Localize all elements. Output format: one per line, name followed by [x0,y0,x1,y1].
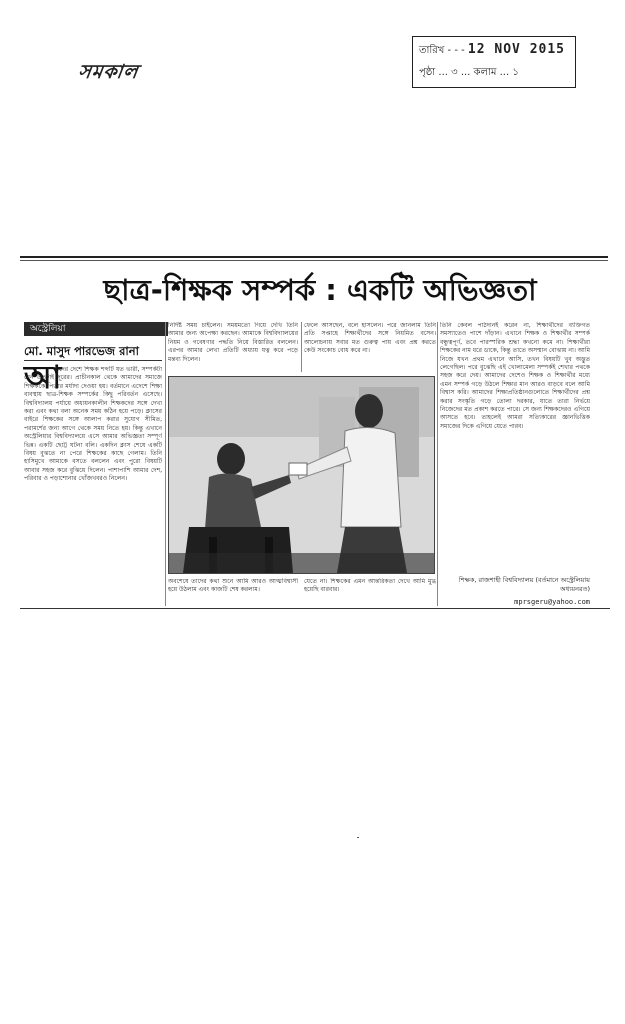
section-tag: অস্ট্রেলিয়া [24,322,168,336]
photo-caption-right: যেতে না। শিক্ষকের এমন আন্তরিকতা দেখে আমি মুগ্ধ হয়েছি বারবার। [304,578,436,594]
photo-caption-left: অবশেষে তাদের কথা শুনে আমি আরও আত্মবিশ্বাসী হয়ে উঠলাম এবং কাজটি শেষ করলাম। [168,578,298,594]
stamp-column-value: ১ [512,67,519,78]
stamp-date-value: 12 NOV 2015 [467,42,565,57]
stamp-page-row: পৃষ্ঠা ... ৩ ... কলাম ... ১ [419,67,519,78]
author-email: mprsgeru@yahoo.com [514,598,590,606]
article-photo [168,376,435,574]
column-separator [437,322,438,606]
column-separator [301,322,302,372]
top-rule-thin [20,260,608,261]
article-column-4: তিনি কেবল পাঠদানই করেন না, শিক্ষার্থীদের ব্যক্তিগত সমস্যাতেও পাশে দাঁড়ান। এখানে শিক্ষক ও শিক্ষার্থীর সম্পর্ক বন্ধুত্বপূর্ণ, তবে পারস্পরিক শ্রদ্ধা কখনো কমে না। শিক্ষার্থীরা শিক্ষকের নাম ধরে ডাকে, কিন্তু তাতে অসম্মান বোঝায় না। আমি নিজে যখন প্রথম এখানে আসি, তখন বিষয়টি খুব অদ্ভুত লেগেছিল। পরে বুঝেছি এই খোলামেলা সম্পর্কই শেখার পথকে সহজ করে দেয়। আমাদের দেশেও শিক্ষক ও শিক্ষার্থীর মধ্যে এমন সম্পর্ক গড়ে উঠলে শিক্ষার মান আরও বাড়বে বলে আমি বিশ্বাস করি। আমাদের শিক্ষাপ্রতিষ্ঠানগুলোতে শিক্ষার্থীদের প্রশ্ন করার সংস্কৃতি গড়ে তোলা দরকার, যাতে তারা নির্ভয়ে নিজেদের মত প্রকাশ করতে পারে। সে জন্য শিক্ষকদেরও এগিয়ে আসতে হবে। তাহলেই আমরা সত্যিকারের জ্ঞানভিত্তিক সমাজের দিকে এগিয়ে যেতে পারব। [440,322,590,430]
stamp-page-value: ৩ [451,67,458,78]
drop-cap: আ [24,358,62,396]
stamp-column-label: কলাম [473,67,497,78]
clipping-stamp [412,36,576,88]
stamp-page-label: পৃষ্ঠা [419,67,436,78]
top-rule [20,256,608,258]
author-footnote: শিক্ষক, রাজশাহী বিশ্ববিদ্যালয় (বর্তমানে অস্ট্রেলিয়ায় অধ্যয়নরত) [458,576,590,593]
article-column-1: মাদের দেশে শিক্ষক শব্দটি যত ভারী, সম্পর্কটা যেন ততটাই দূরের। প্রাচীনকাল থেকে আমাদের সমাজে শিক্ষককে পিতার মর্যাদা দেওয়া হয়। বর্তমানে এদেশে শিক্ষা ব্যবস্থায় ছাত্র-শিক্ষক সম্পর্কের কিছু পরিবর্তন এসেছে। বিশ্ববিদ্যালয় পর্যায়ে অধ্যয়নকালীন শিক্ষকদের সঙ্গে দেখা করা এবং কথা বলা অনেক সময় কঠিন হয়ে পড়ে। ক্লাসের বাইরে শিক্ষকের সঙ্গে আলাপ করার সুযোগ সীমিত, পরামর্শের জন্য আগে থেকে সময় নিতে হয়। কিন্তু এখানে অস্ট্রেলিয়ার বিশ্ববিদ্যালয়ে এসে আমার অভিজ্ঞতা সম্পূর্ণ ভিন্ন। একটি ছোট্ট ঘটনা বলি। একদিন ক্লাস শেষে একটি বিষয় বুঝতে না পেরে শিক্ষকের কাছে গেলাম। তিনি হাসিমুখে আমাকে বসতে বললেন এবং পুরো বিষয়টি আবার সহজ করে বুঝিয়ে দিলেন। পাশাপাশি আমার দেশ, পরিবার ও পড়াশোনার খোঁজখবরও নিলেন। [24,366,162,483]
article-byline: মো. মাসুদ পারভেজ রানা [24,344,139,358]
stamp-date-row: তারিখ - - - 12 NOV 2015 [419,42,565,57]
stamp-date-label: তারিখ [419,45,445,56]
bottom-rule [20,608,610,609]
masthead-logo: সমকাল [76,61,140,83]
article-headline: ছাত্র-শিক্ষক সম্পর্ক : একটি অভিজ্ঞতা [103,273,537,307]
article-column-3: ফেলে আসছেন, বলে হাসলেন। পরে জানলাম তিনি প্রতি সপ্তাহে শিক্ষার্থীদের সঙ্গে নিয়মিত বসেন। আলোচনায় সবার মত গুরুত্ব পায় এবং প্রশ্ন করতে কেউ সংকোচ বোধ করে না। [304,322,436,355]
column-separator [165,322,166,606]
scan-speck [357,837,359,838]
teacher-student-photo-icon [169,377,434,573]
article-column-2: নির্দিষ্ট সময় চাইলেন। সময়মতো গিয়ে দেখি তিনি আমার জন্য অপেক্ষা করছেন। আমাকে বিশ্ববিদ্যালয়ের নিয়ম ও গবেষণার পদ্ধতি নিয়ে বিস্তারিত বললেন। এরপর আমার লেখা প্রতিটি অধ্যায় যত্ন করে পড়ে মন্তব্য দিলেন। [168,322,298,363]
